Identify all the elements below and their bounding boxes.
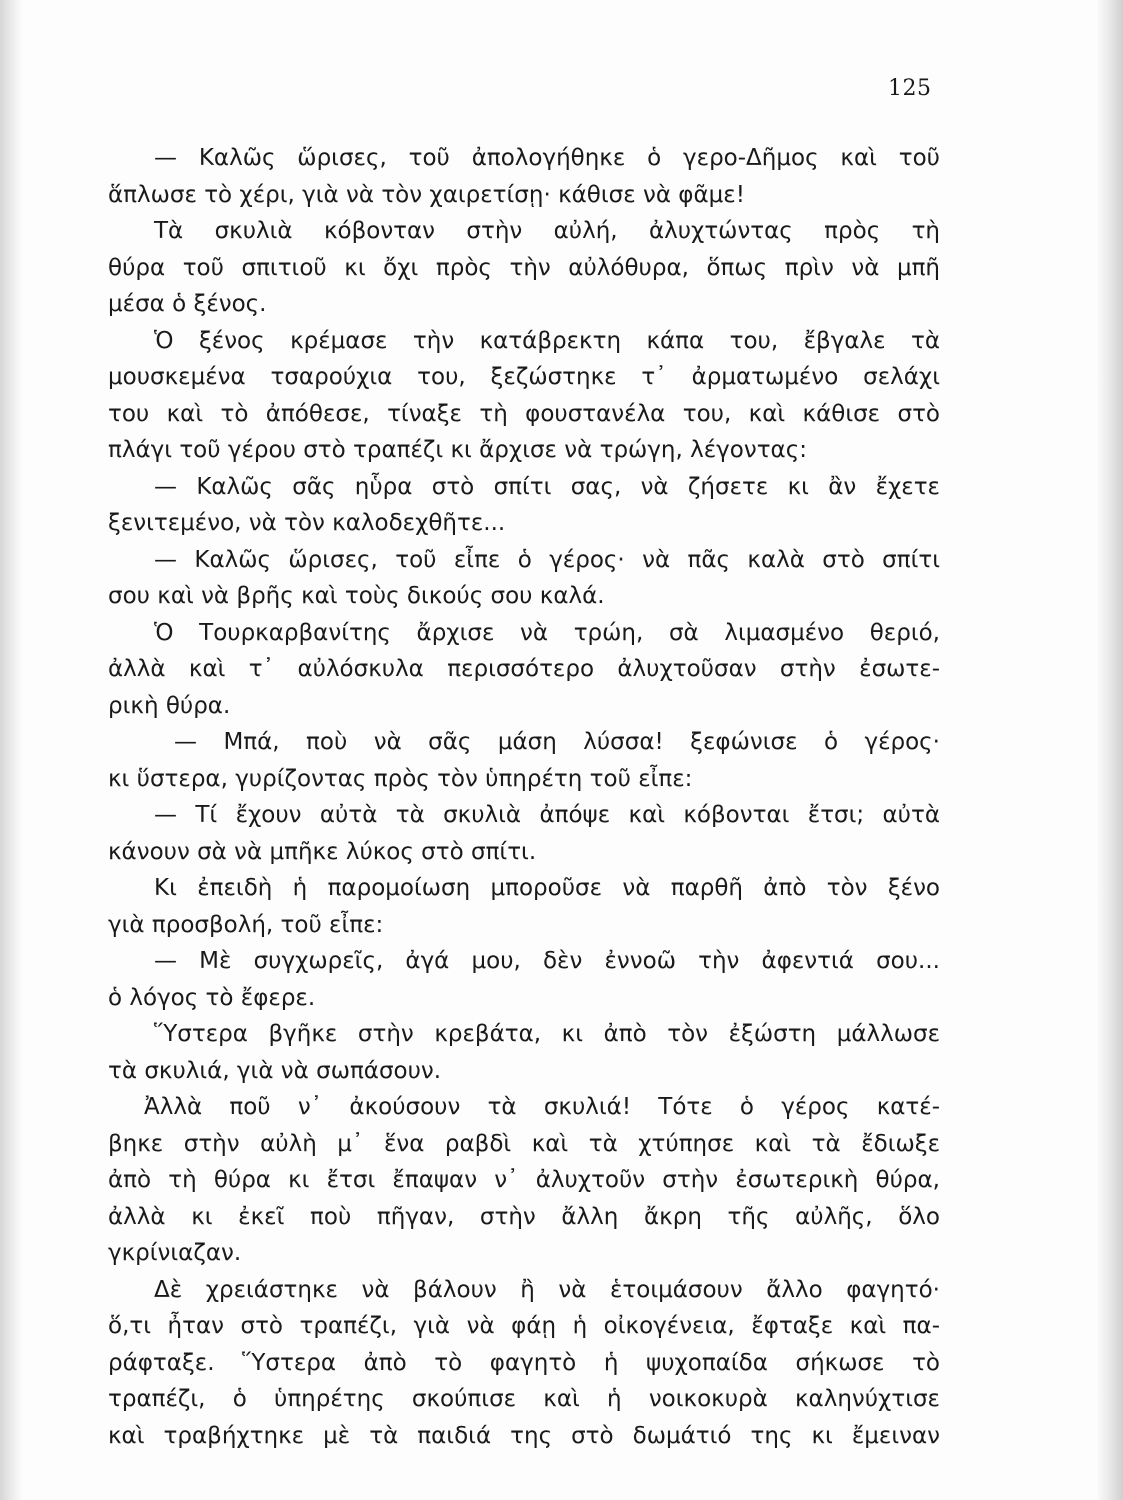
text-line: πλάγι τοῦ γέρου στὸ τραπέζι κι ἄρχισε νὰ τρώγη, λέγοντας: — [108, 437, 807, 463]
text-line: καὶ τραβήχτηκε μὲ τὰ παιδιά της στὸ δωμάτιό της κι ἔμειναν — [108, 1422, 940, 1449]
text-line: ἅπλωσε τὸ χέρι, γιὰ νὰ τὸν χαιρετίσῃ· κάθισε νὰ φᾶμε! — [108, 181, 745, 208]
text-line: βηκε στὴν αὐλὴ μ᾽ ἕνα ραβδὶ καὶ τὰ χτύπησε καὶ τὰ ἔδιωξε — [108, 1130, 940, 1157]
text-line: μουσκεμένα τσαρούχια του, ξεζώστηκε τ᾽ ἀρματωμένο σελάχι — [108, 364, 940, 390]
text-line: σου καὶ νὰ βρῆς καὶ τοὺς δικούς σου καλά. — [108, 583, 605, 609]
text-line: κάνουν σὰ νὰ μπῆκε λύκος στὸ σπίτι. — [108, 838, 537, 865]
text-line: — Μὲ συγχωρεῖς, ἀγά μου, δὲν ἐννοῶ τὴν ἀφεντιά σου... — [154, 948, 940, 974]
body-text — [108, 140, 940, 1454]
page-edge-shadow — [1097, 0, 1123, 1500]
text-line: κι ὕστερα, γυρίζοντας πρὸς τὸν ὑπηρέτη τοῦ εἶπε: — [108, 765, 693, 792]
text-line: του καὶ τὸ ἀπόθεσε, τίναξε τὴ φουστανέλα του, καὶ κάθισε στὸ — [108, 400, 940, 427]
text-line: μέσα ὁ ξένος. — [108, 291, 267, 317]
page-gutter-shadow — [0, 0, 22, 1500]
text-line: ἀπὸ τὴ θύρα κι ἔτσι ἔπαψαν ν᾽ ἀλυχτοῦν στὴν ἐσωτερικὴ θύρα, — [108, 1167, 940, 1193]
text-line: Ὁ ξένος κρέμασε τὴν κατάβρεκτη κάπα του, ἔβγαλε τὰ — [154, 327, 940, 354]
text-line: — Καλῶς ὥρισες, τοῦ ἀπολογήθηκε ὁ γερο-Δῆμος καὶ τοῦ — [154, 145, 940, 171]
text-line: Τὰ σκυλιὰ κόβονταν στὴν αὐλή, ἀλυχτώντας πρὸς τὴ — [154, 218, 940, 244]
text-line: Ὁ Τουρκαρβανίτης ἄρχισε νὰ τρώη, σὰ λιμασμένο θεριό, — [154, 619, 940, 646]
text-line: Δὲ χρειάστηκε νὰ βάλουν ἢ νὰ ἑτοιμάσουν ἄλλο φαγητό· — [154, 1276, 940, 1303]
text-line: τραπέζι, ὁ ὑπηρέτης σκούπισε καὶ ἡ νοικοκυρὰ καληνύχτισε — [108, 1386, 940, 1412]
text-line: γιὰ προσβολή, τοῦ εἶπε: — [108, 911, 384, 938]
text-line: γκρίνιαζαν. — [108, 1240, 242, 1266]
text-line: ἀλλὰ καὶ τ᾽ αὐλόσκυλα περισσότερο ἀλυχτοῦσαν στὴν ἐσωτε- — [108, 656, 940, 682]
text-line: — Τί ἔχουν αὐτὰ τὰ σκυλιὰ ἀπόψε καὶ κόβονται ἔτσι; αὐτὰ — [154, 802, 940, 828]
text-line: — Καλῶς ὥρισες, τοῦ εἶπε ὁ γέρος· νὰ πᾶς καλὰ στὸ σπίτι — [154, 546, 940, 573]
text-line: ἀλλὰ κι ἐκεῖ ποὺ πῆγαν, στὴν ἄλλη ἄκρη τῆς αὐλῆς, ὅλο — [108, 1203, 940, 1230]
text-line: ὁ λόγος τὸ ἔφερε. — [108, 984, 316, 1011]
text-line: ξενιτεμένο, νὰ τὸν καλοδεχθῆτε... — [108, 510, 506, 536]
text-line: — Μπά, ποὺ νὰ σᾶς μάση λύσσα! ξεφώνισε ὁ γέρος· — [174, 729, 940, 755]
text-line: ρικὴ θύρα. — [108, 692, 231, 719]
text-line: ὅ,τι ἦταν στὸ τραπέζι, γιὰ νὰ φάῃ ἡ οἰκογένεια, ἔφταξε καὶ πα- — [108, 1313, 940, 1339]
text-line: ράφταξε. Ὕστερα ἀπὸ τὸ φαγητὸ ἡ ψυχοπαίδα σήκωσε τὸ — [108, 1349, 940, 1376]
text-line: θύρα τοῦ σπιτιοῦ κι ὄχι πρὸς τὴν αὐλόθυρα, ὅπως πρὶν νὰ μπῆ — [108, 254, 940, 281]
text-line: — Καλῶς σᾶς ηὗρα στὸ σπίτι σας, νὰ ζήσετε κι ἂν ἔχετε — [154, 473, 940, 500]
text-line: Κι ἐπειδὴ ἡ παρομοίωση μποροῦσε νὰ παρθῆ ἀπὸ τὸν ξένο — [154, 875, 940, 901]
text-line: τὰ σκυλιά, γιὰ νὰ σωπάσουν. — [108, 1057, 442, 1084]
text-line: Ὕστερα βγῆκε στὴν κρεβάτα, κι ἀπὸ τὸν ἐξώστη μάλλωσε — [154, 1021, 940, 1047]
page-number: 125 — [888, 76, 932, 101]
text-line: Ἀλλὰ ποῦ ν᾽ ἀκούσουν τὰ σκυλιά! Τότε ὁ γέρος κατέ- — [144, 1094, 940, 1120]
